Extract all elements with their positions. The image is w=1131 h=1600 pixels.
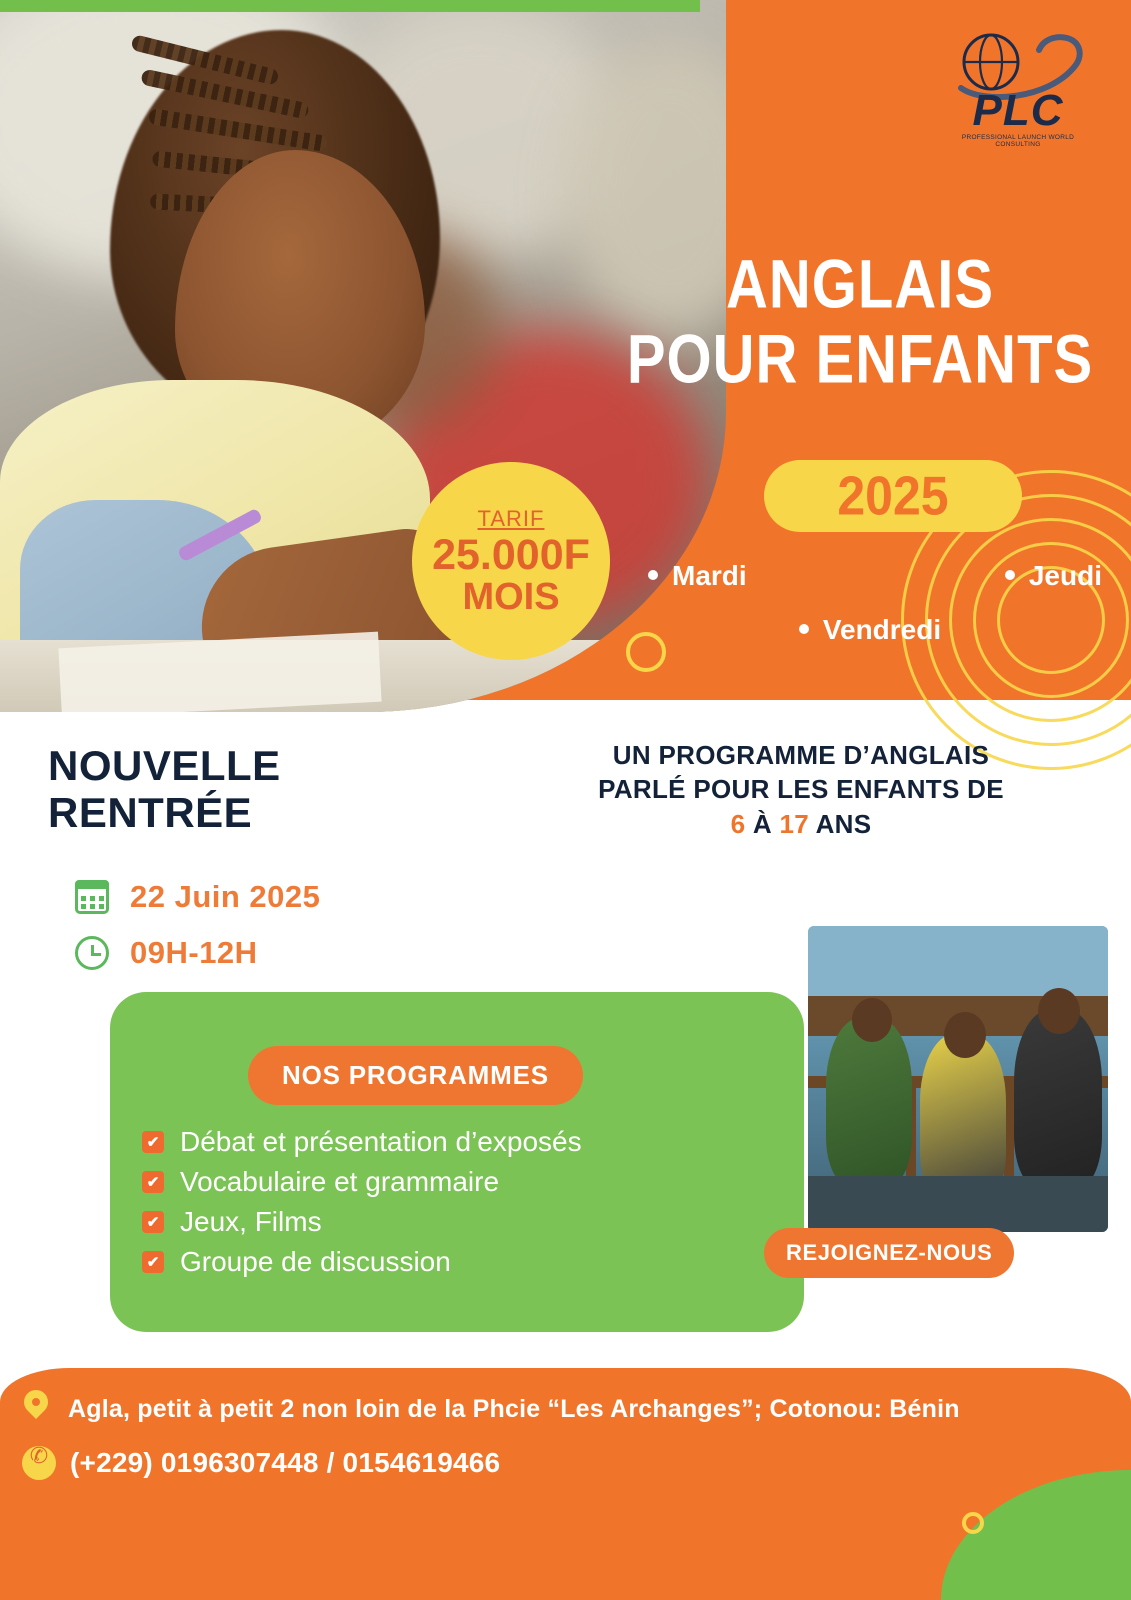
check-icon: ✔ bbox=[142, 1171, 164, 1193]
programmes-list bbox=[142, 1126, 582, 1286]
check-icon: ✔ bbox=[142, 1251, 164, 1273]
age-middle: À bbox=[752, 808, 772, 839]
phone-row bbox=[22, 1446, 1112, 1480]
programme-item-label: Groupe de discussion bbox=[180, 1246, 451, 1277]
programme-item-label: Vocabulaire et grammaire bbox=[180, 1166, 500, 1197]
programme-description-age-line bbox=[536, 807, 1066, 841]
decorative-corner-ring bbox=[962, 1512, 984, 1534]
start-date-label: 22 Juin 2025 bbox=[130, 879, 321, 914]
list-item bbox=[142, 1246, 582, 1278]
price-label: TARIF bbox=[477, 505, 545, 531]
check-icon: ✔ bbox=[142, 1211, 164, 1233]
rentree-line-1: NOUVELLE bbox=[48, 742, 281, 789]
headline-line-1: ANGLAIS bbox=[726, 246, 994, 323]
address-row bbox=[22, 1390, 1112, 1428]
join-us-badge: REJOIGNEZ-NOUS bbox=[764, 1228, 1014, 1278]
start-date-row bbox=[72, 876, 320, 918]
age-from: 6 bbox=[730, 808, 746, 839]
list-item bbox=[142, 1166, 582, 1198]
bullet-dot-icon bbox=[799, 624, 809, 634]
price-amount: 25.000F bbox=[432, 530, 590, 579]
year-badge bbox=[764, 460, 1022, 532]
headline bbox=[600, 246, 1120, 398]
check-icon: ✔ bbox=[142, 1131, 164, 1153]
bullet-dot-icon bbox=[1005, 570, 1015, 580]
classroom-kids-photo bbox=[808, 926, 1108, 1232]
price-badge bbox=[412, 462, 610, 660]
programme-item-label: Jeux, Films bbox=[180, 1206, 322, 1237]
year-badge-label: 2025 bbox=[837, 465, 949, 527]
phone-label: (+229) 0196307448 / 0154619466 bbox=[70, 1447, 501, 1478]
bullet-dot-icon bbox=[648, 570, 658, 580]
day-item-jeudi bbox=[1005, 560, 1102, 592]
class-days-list bbox=[620, 560, 1120, 646]
class-time-row bbox=[72, 932, 320, 974]
day-item-vendredi bbox=[799, 614, 941, 646]
address-label: Agla, petit à petit 2 non loin de la Phcie “Les Archanges”; Cotonou: Bénin bbox=[68, 1394, 960, 1423]
rentree-line-2: RENTRÉE bbox=[48, 789, 253, 837]
age-suffix: ANS bbox=[815, 808, 872, 839]
logo-wordmark: PLC bbox=[972, 86, 1064, 135]
section-title-rentree bbox=[48, 742, 281, 836]
green-top-accent bbox=[0, 0, 700, 12]
day-label: Jeudi bbox=[1028, 560, 1102, 591]
list-item bbox=[142, 1126, 582, 1158]
plc-logo bbox=[943, 30, 1093, 150]
location-pin-icon bbox=[22, 1390, 50, 1428]
programmes-pill: NOS PROGRAMMES bbox=[248, 1046, 583, 1105]
day-label: Vendredi bbox=[822, 614, 942, 645]
programme-item-label: Débat et présentation d’exposés bbox=[180, 1126, 582, 1157]
phone-icon bbox=[22, 1446, 56, 1480]
price-period: MOIS bbox=[462, 575, 560, 618]
contact-info bbox=[22, 1390, 1112, 1498]
headline-line-2: POUR ENFANTS bbox=[626, 320, 1094, 398]
schedule-info bbox=[72, 876, 320, 988]
list-item bbox=[142, 1206, 582, 1238]
class-time-label: 09H-12H bbox=[130, 935, 258, 970]
logo-tagline: PROFESSIONAL LAUNCH WORLD CONSULTING bbox=[961, 134, 1075, 148]
programme-description bbox=[536, 738, 1066, 841]
clock-icon bbox=[72, 932, 114, 974]
programme-description-line-1: UN PROGRAMME D’ANGLAIS bbox=[612, 740, 990, 770]
day-label: Mardi bbox=[672, 560, 747, 591]
day-item-mardi bbox=[648, 560, 747, 592]
calendar-icon bbox=[72, 876, 114, 918]
programme-description-line-2: PARLÉ POUR LES ENFANTS DE bbox=[598, 774, 1004, 805]
age-to: 17 bbox=[779, 808, 810, 839]
